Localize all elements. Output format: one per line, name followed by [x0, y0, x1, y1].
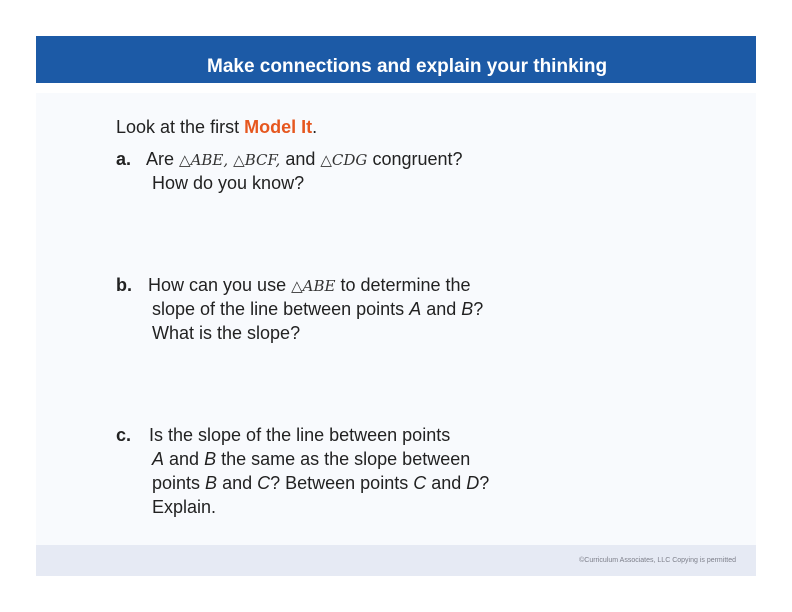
question-c-line-1	[116, 424, 450, 446]
question-a-line-2: How do you know?	[152, 173, 305, 193]
question-b-line-2-prefix: slope of the line between points	[152, 299, 410, 319]
question-c-line-3-mid: ? Between points	[270, 473, 414, 493]
question-b-line-2-suffix: ?	[473, 299, 484, 319]
point-c-2: C	[413, 473, 427, 493]
point-d: D	[466, 473, 480, 493]
question-b-line-1	[116, 274, 471, 297]
question-c-line-3-prefix: points	[152, 473, 206, 493]
question-b-line-2-and: and	[421, 299, 462, 319]
question-a-congruent: congruent?	[372, 149, 463, 169]
question-c-line-4: Explain.	[152, 497, 217, 517]
point-b-c2: B	[205, 473, 218, 493]
question-b-determine: to determine the	[340, 275, 471, 295]
model-it-reference: Model It	[244, 117, 313, 137]
intro-suffix: .	[312, 117, 318, 137]
question-c-line-2-suffix: the same as the slope between	[216, 449, 471, 469]
question-a-are: Are	[146, 149, 175, 169]
question-b-line-3: What is the slope?	[152, 323, 301, 343]
question-c-line-3-suffix: ?	[479, 473, 490, 493]
question-c-line-2-and: and	[164, 449, 205, 469]
question-b-label: b.	[116, 275, 132, 295]
copyright-notice: ©Curriculum Associates, LLC Copying is permitted	[579, 557, 736, 564]
intro-prefix: Look at the first	[116, 117, 245, 137]
header-title: Make connections and explain your thinking	[207, 56, 608, 77]
question-a-line-1	[116, 148, 463, 171]
triangle-abe: △ABE,	[179, 151, 229, 169]
footer-bar	[36, 545, 756, 576]
triangle-bcf: △BCF,	[233, 151, 281, 169]
question-a-label: a.	[116, 149, 132, 169]
header-bar	[36, 36, 756, 83]
point-c: C	[257, 473, 271, 493]
question-c-line-3-and: and	[217, 473, 258, 493]
question-b-line-2	[152, 298, 483, 320]
question-c-label: c.	[116, 425, 132, 445]
intro-line	[116, 116, 317, 138]
question-b-how: How can you use	[148, 275, 287, 295]
triangle-abe-b: △ABE	[291, 277, 336, 295]
point-a-c: A	[152, 449, 165, 469]
point-a: A	[409, 299, 422, 319]
point-b: B	[461, 299, 474, 319]
slide	[36, 36, 756, 576]
triangle-cdg: △CDG	[320, 151, 368, 169]
point-b-c: B	[204, 449, 217, 469]
question-c-line-3	[152, 472, 489, 494]
question-c-line-3-and2: and	[426, 473, 467, 493]
question-a-and: and	[285, 149, 316, 169]
question-c-line-1-text: Is the slope of the line between points	[149, 425, 451, 445]
question-c-line-2	[152, 448, 470, 470]
